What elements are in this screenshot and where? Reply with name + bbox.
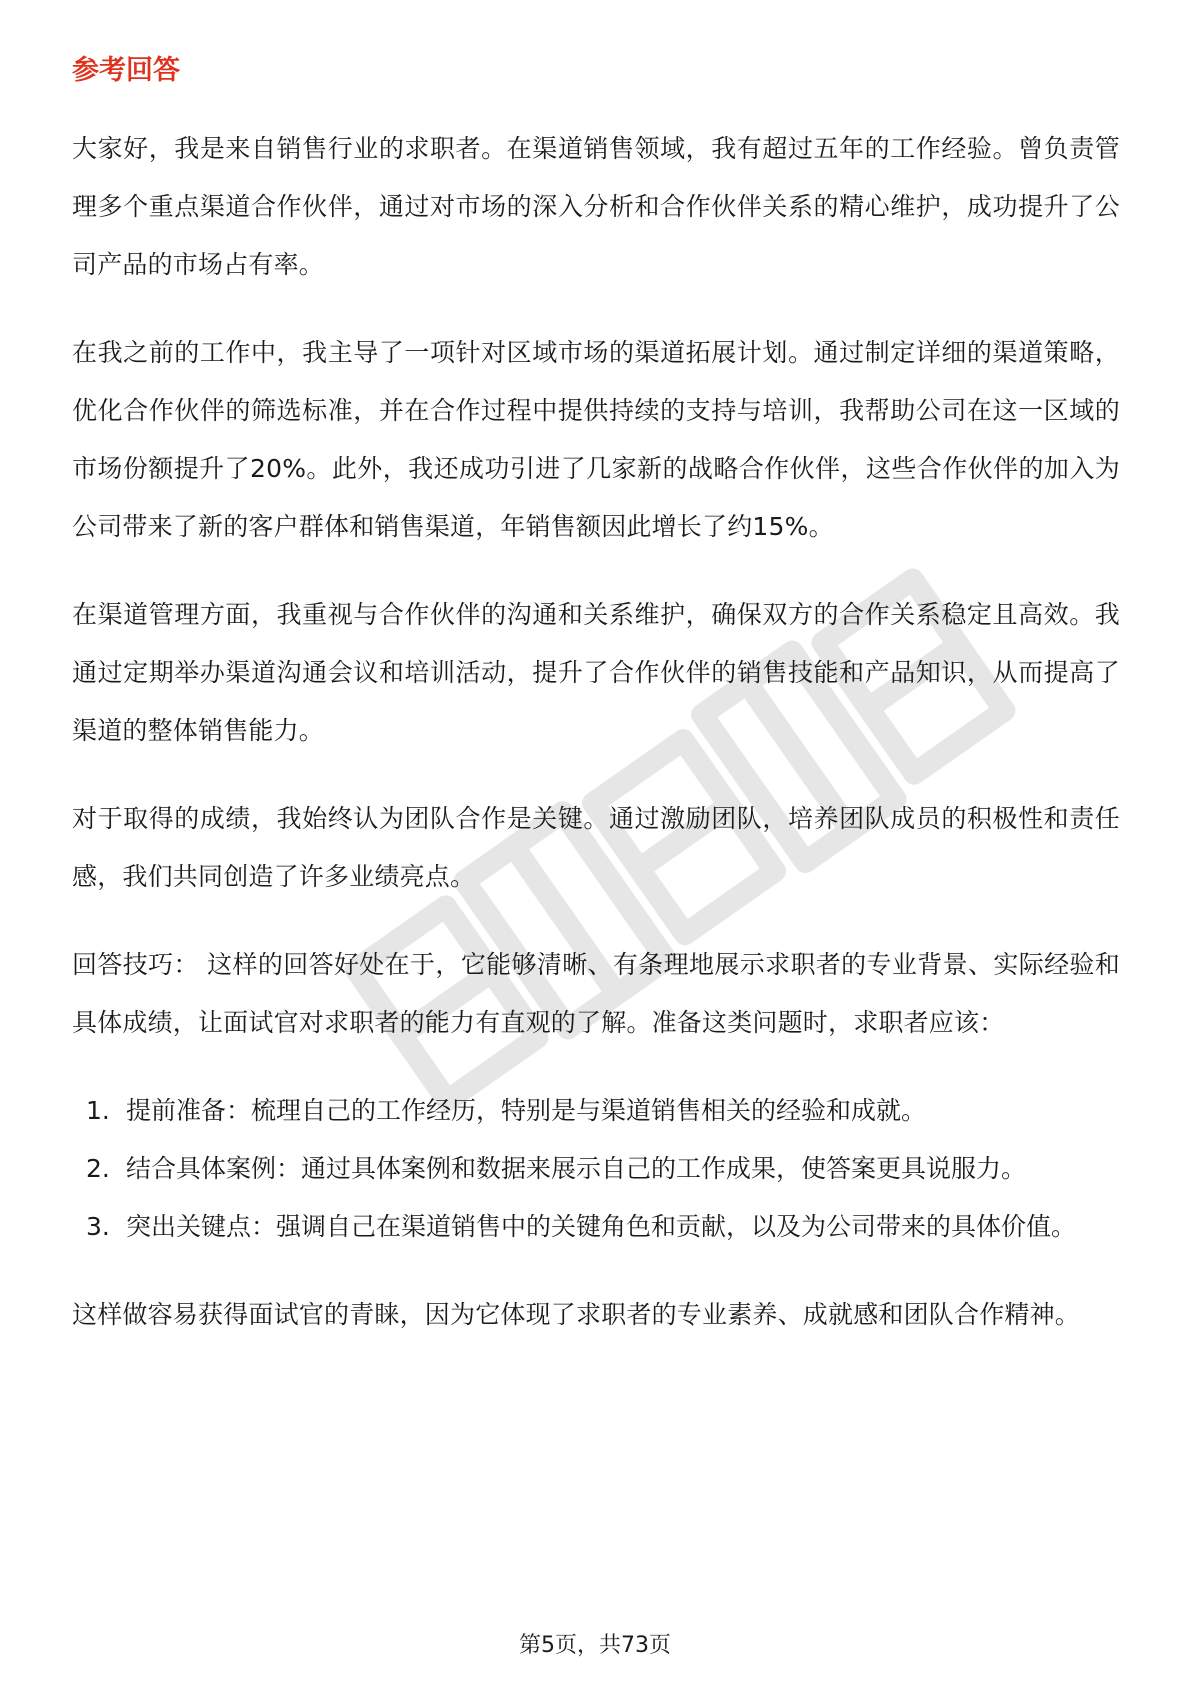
list-item-text: 结合具体案例：通过具体案例和数据来展示自己的工作成果，使答案更具说服力。: [126, 1154, 1027, 1183]
list-item-number: 1.: [86, 1096, 110, 1125]
list-item-text: 提前准备：梳理自己的工作经历，特别是与渠道销售相关的经验和成就。: [126, 1096, 927, 1125]
main-content: [72, 48, 1120, 1374]
list-item-text: 突出关键点：强调自己在渠道销售中的关键角色和贡献，以及为公司带来的具体价值。: [126, 1212, 1077, 1241]
answer-paragraph-experience: 在我之前的工作中，我主导了一项针对区域市场的渠道拓展计划。通过制定详细的渠道策略，优化合作伙伴的筛选标准，并在合作过程中提供持续的支持与培训，我帮助公司在这一区域的市场份额提升了20%。此外，我还成功引进了几家新的战略合作伙伴，这些合作伙伴的加入为公司带来了新的客户群体和销售渠道，年销售额因此增长了约15%。: [72, 338, 1120, 541]
list-item: [72, 1140, 1120, 1198]
list-item: [72, 1082, 1120, 1140]
list-item: [72, 1198, 1120, 1256]
list-item-number: 3.: [86, 1212, 110, 1241]
page-number-footer: 第5页，共73页: [519, 1633, 671, 1658]
closing-paragraph: 这样做容易获得面试官的青睐，因为它体现了求职者的专业素养、成就感和团队合作精神。: [72, 1300, 1081, 1329]
answer-paragraph-intro: 大家好，我是来自销售行业的求职者。在渠道销售领域，我有超过五年的工作经验。曾负责管理多个重点渠道合作伙伴，通过对市场的深入分析和合作伙伴关系的精心维护，成功提升了公司产品的市场占有率。: [72, 134, 1120, 279]
answer-paragraph-teamwork: 对于取得的成绩，我始终认为团队合作是关键。通过激励团队，培养团队成员的积极性和责任感，我们共同创造了许多业绩亮点。: [72, 804, 1120, 891]
tips-intro-paragraph: 回答技巧： 这样的回答好处在于，它能够清晰、有条理地展示求职者的专业背景、实际经验和具体成绩，让面试官对求职者的能力有直观的了解。准备这类问题时，求职者应该：: [72, 950, 1120, 1037]
section-title: 参考回答: [72, 55, 180, 86]
tips-list: [72, 1082, 1120, 1256]
list-item-number: 2.: [86, 1154, 110, 1183]
answer-paragraph-management: 在渠道管理方面，我重视与合作伙伴的沟通和关系维护，确保双方的合作关系稳定且高效。我通过定期举办渠道沟通会议和培训活动，提升了合作伙伴的销售技能和产品知识，从而提高了渠道的整体销售能力。: [72, 600, 1120, 745]
